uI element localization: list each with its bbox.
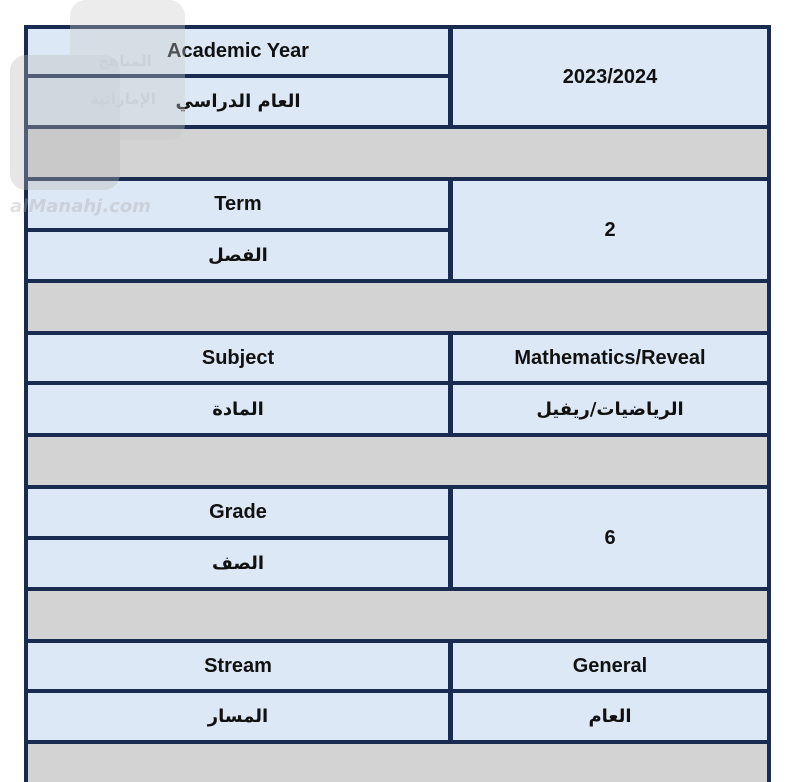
term-label-ar: الفصل [28,232,448,279]
stream-value: General [453,643,767,689]
subject-label: Subject [28,335,448,381]
stream-label: Stream [28,643,448,689]
watermark-site: alManahj.com [10,196,151,217]
term-value: 2 [453,181,767,279]
watermark-line2: الإماراتية [90,90,156,108]
subject-value: Mathematics/Reveal [453,335,767,381]
separator-band [28,129,767,177]
stream-label-ar: المسار [28,693,448,740]
subject-label-ar: المادة [28,385,448,433]
academic-year-label: Academic Year [28,29,448,74]
academic-year-label-ar: العام الدراسي [28,78,448,125]
info-table [24,25,771,782]
separator-band [28,744,767,782]
separator-band [28,437,767,485]
academic-year-value: 2023/2024 [453,29,767,125]
grade-label-ar: الصف [28,540,448,587]
grade-label: Grade [28,489,448,536]
watermark-line1: المناهج [98,52,152,70]
subject-value-ar: الرياضيات/ريفيل [453,385,767,433]
grade-value: 6 [453,489,767,587]
stream-value-ar: العام [453,693,767,740]
separator-band [28,591,767,639]
term-label: Term [28,181,448,228]
separator-band [28,283,767,331]
